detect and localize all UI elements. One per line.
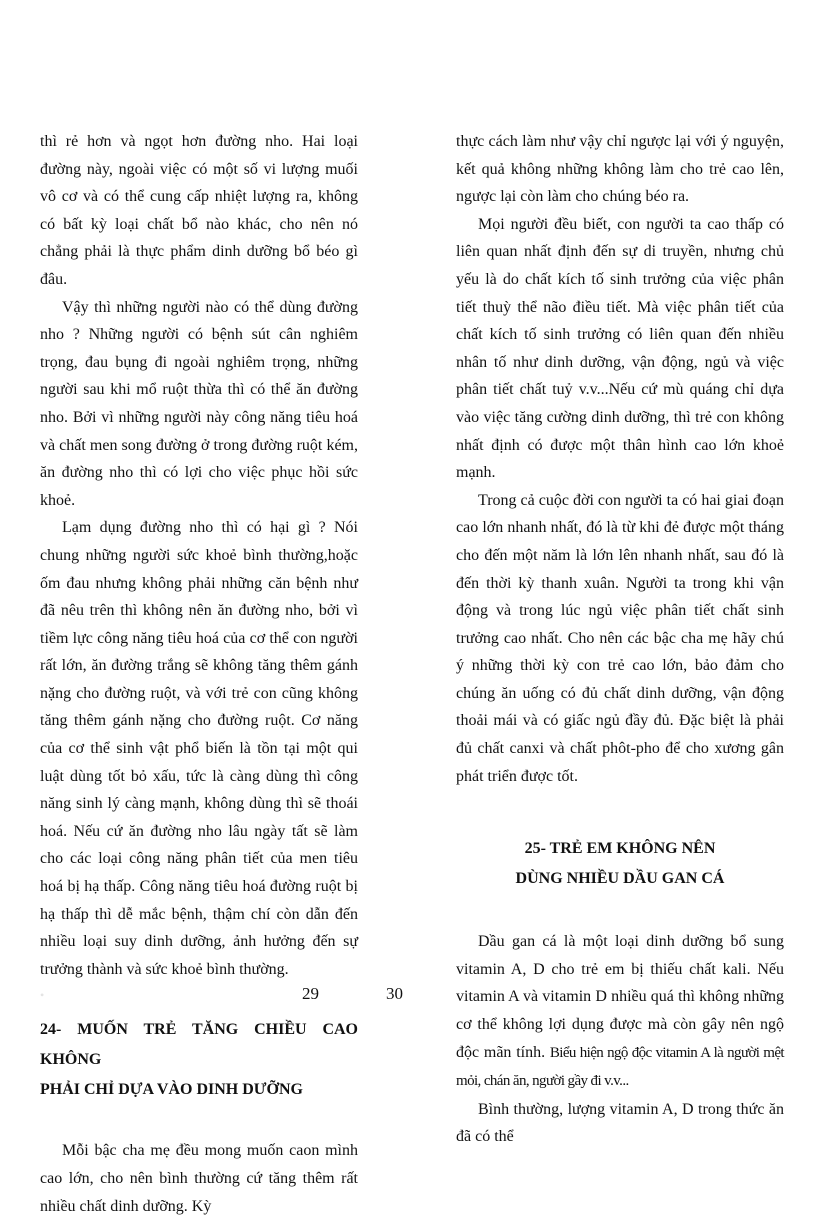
section-25-heading [456,834,784,894]
faint-corner-mark: • [40,988,45,1002]
page-number-left: 29 [302,984,319,1003]
right-page-column [456,128,784,1151]
page-number-right: 30 [386,984,403,1003]
right-paragraph-4 [456,928,784,1096]
section-25-heading-line-2: DÙNG NHIỀU DẦU GAN CÁ [515,870,725,888]
right-paragraph-4-narrow-text: Biểu hiện ngộ độc vitamin A là người mệt mỏi, chán ăn, người gầy đi v.v... [456,1044,784,1090]
right-paragraph-5: Bình thường, lượng vitamin A, D trong thức ăn đã có thể [456,1100,784,1146]
left-paragraph-2: Vậy thì những người nào có thể dùng đường nho ? Những người có bệnh sút cân nghiêm trọng, đau bụng đi ngoài nghiêm trọng, những người sau khi mổ ruột thừa thì có thể ăn đường nho. Bởi vì những người này công năng tiêu hoá và chất men song đường ở trong đường ruột kém, ăn đường nho thì có lợi cho việc phục hồi sức khoẻ. [40,298,358,509]
right-paragraph-4-text: Dầu gan cá là một loại dinh dưỡng bổ sung vitamin A, D cho trẻ em bị thiếu chất kali. Nếu vitamin A và vitamin D nhiều quá thì không những cơ thể không lợi dụng được mà còn gây nên ngộ độc mãn tính. [456,933,784,1061]
left-paragraph-3: Lạm dụng đường nho thì có hại gì ? Nói chung những người sức khoẻ bình thường,hoặc ốm đau nhưng không phải những căn bệnh như đã nêu trên thì không nên ăn đường nho, bởi vì tiềm lực công năng tiêu hoá của cơ thể con người rất lớn, ăn đường trắng sẽ không tăng thêm gánh nặng cho đường ruột, và với trẻ con cũng không tăng thêm gánh nặng cho đường ruột. Cơ năng của cơ thể sinh vật phổ biến là tồn tại một qui luật dùng tốt bỏ xấu, tức là càng dùng thì công năng sinh lý càng mạnh, không dùng thì sẽ thoái hoá. Nếu cứ ăn đường nho lâu ngày tất sẽ làm cho các loại công năng phân tiết của men tiêu hoá bị hạ thấp. Công năng tiêu hoá đường ruột bị hạ thấp thì dễ mắc bệnh, thậm chí còn dẫn đến nhiều loại suy dinh dưỡng, ảnh hưởng đến sự trưởng thành và sức khoẻ bình thường. [40,519,358,978]
left-page-column [40,128,358,1220]
right-paragraph-1: thực cách làm như vậy chỉ ngược lại với ý nguyện, kết quả không những không làm cho trẻ cao lên, ngược lại còn làm cho chúng béo ra. [456,133,784,206]
section-25-heading-line-1: 25- TRẺ EM KHÔNG NÊN [524,840,716,858]
left-paragraph-1: thì rẻ hơn và ngọt hơn đường nho. Hai loại đường này, ngoài việc có một số vi lượng muối vô cơ và có thể cung cấp nhiệt lượng ra, không có bất kỳ loại chất bổ nào khác, cho nên nó chẳng phải là thực phẩm dinh dưỡng bổ béo gì đâu. [40,133,358,288]
right-paragraph-3: Trong cả cuộc đời con người ta có hai giai đoạn cao lớn nhanh nhất, đó là từ khi đẻ được một tháng cho đến một năm là lớn lên nhanh nhất, sau đó là đến thời kỳ thanh xuân. Người ta trong khi vận động và trong lúc ngủ việc phân tiết chất sinh trưởng cao nhất. Cho nên các bậc cha mẹ hãy chú ý những thời kỳ con trẻ cao lớn, bảo đảm cho chúng ăn uống có đủ chất dinh dưỡng, vận động thoải mái và có giấc ngủ đầy đủ. Đặc biệt là phải đủ chất canxi và chất phôt-pho để cho xương gân phát triển được tốt. [456,491,784,785]
left-paragraph-4: Mỗi bậc cha mẹ đều mong muốn caon mình cao lớn, cho nên bình thường cứ tăng thêm rất nhiều chất dinh dưỡng. Kỳ [40,1142,358,1215]
section-24-heading-line-2: PHẢI CHỈ DỰA VÀO DINH DƯỠNG [40,1081,303,1099]
right-paragraph-2: Mọi người đều biết, con người ta cao thấp có liên quan nhất định đến sự di truyền, nhưng chủ yếu là do chất kích tố sinh trưởng của việc phân tiết thuỳ thể não điều tiết. Mà việc phân tiết của chất kích tố sinh trưởng có liên quan đến nhiều nhân tố như dinh dưỡng, vận động, ngủ và việc phân tiết chất tuỷ v.v...Nếu cứ mù quáng chỉ dựa vào việc tăng cường dinh dưỡng, thì trẻ con không nhất định có được một thân hình cao lớn khoẻ mạnh. [456,215,784,482]
section-24-heading-line-1: 24- MUỐN TRẺ TĂNG CHIỀU CAO KHÔNG [40,1021,358,1069]
section-24-heading [40,1015,358,1105]
